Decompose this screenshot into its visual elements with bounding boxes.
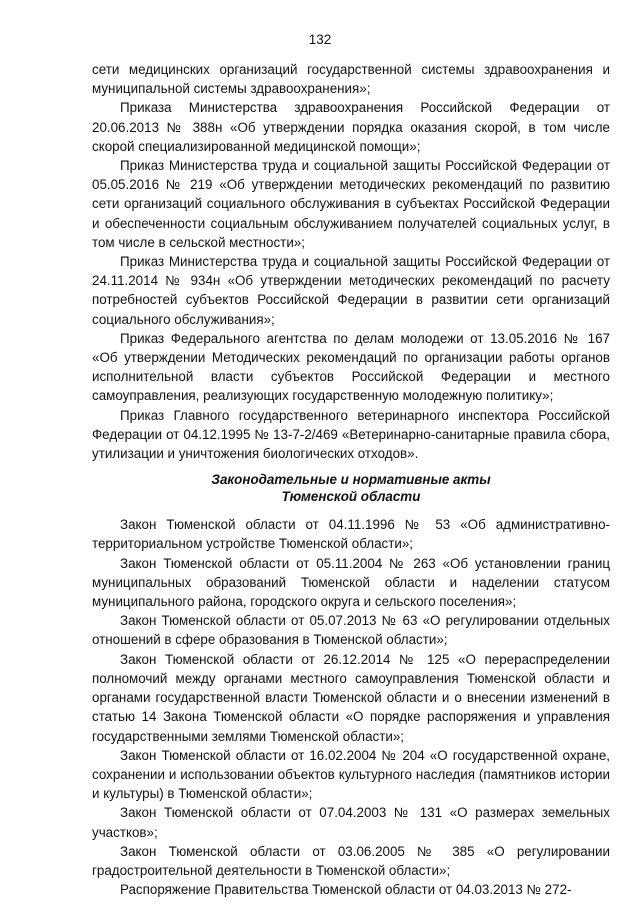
paragraph: Закон Тюменской области от 16.02.2004 № 204 «О государственной охране, сохранении и использовании объектов культурного наследия (памятников истории и культуры) в Тюменской области»;	[92, 747, 610, 802]
document-body	[92, 60, 610, 899]
paragraph: Приказ Министерства труда и социальной защиты Российской Федерации от 05.05.2016 № 219 «Об утверждении методических рекомендаций по развитию сети организаций социального обслуживания в субъектах Российской Федерации и обеспеченности социальным обслуживанием получателей социальных услуг, в том числе в сельской местности»;	[92, 158, 610, 250]
paragraph: Закон Тюменской области от 26.12.2014 № 125 «О перераспределении полномочий между органами местного самоуправления Тюменской области и органами государственной власти Тюменской области и о внесении изменений в статью 14 Закона Тюменской области «О порядке распоряжения и управления государственными землями Тюменской области»;	[92, 651, 610, 744]
paragraph: Распоряжение Правительства Тюменской области от 04.03.2013 № 272-	[120, 882, 572, 898]
section-heading	[92, 471, 610, 505]
paragraph: Закон Тюменской области от 05.11.2004 № 263 «Об установлении границ муниципальных образований Тюменской области и наделении статусом муниципального района, городского округа и сельского поселения»;	[92, 555, 610, 610]
paragraph: Закон Тюменской области от 03.06.2005 № 385 «О регулировании градостроительной деятельности в Тюменской области»;	[92, 843, 610, 878]
paragraph: Закон Тюменской области от 07.04.2003 № 131 «О размерах земельных участков»;	[92, 805, 610, 840]
paragraph: Приказ Министерства труда и социальной защиты Российской Федерации от 24.11.2014 № 934н «Об утверждении методических рекомендаций по расчету потребностей субъектов Российской Федерации в развитии сети организаций социального обслуживания»;	[92, 254, 610, 327]
section-heading-line: Законодательные и нормативные акты	[211, 472, 491, 488]
paragraph-continuation: сети медицинских организаций государственной системы здравоохранения и муниципальной системы здравоохранения»;	[92, 62, 610, 97]
paragraph: Закон Тюменской области от 04.11.1996 № 53 «Об административно-территориальном устройстве Тюменской области»;	[92, 517, 610, 552]
paragraph: Приказ Федерального агентства по делам молодежи от 13.05.2016 № 167 «Об утверждении Методических рекомендаций по организации работы органов исполнительной власти субъектов Российской Федерации и местного самоуправления, реализующих государственную молодежную политику»;	[92, 330, 610, 404]
paragraph: Приказа Министерства здравоохранения Российской Федерации от 20.06.2013 № 388н «Об утверждении порядка оказания скорой, в том числе скорой специализированной медицинской помощи»;	[92, 100, 610, 154]
section-heading-line: Тюменской области	[281, 489, 421, 505]
paragraph: Приказ Главного государственного ветеринарного инспектора Российской Федерации от 04.12.1995 № 13-7-2/469 «Ветеринарно-санитарные правила сбора, утилизации и уничтожения биологических отходов».	[92, 407, 610, 462]
paragraph: Закон Тюменской области от 05.07.2013 № 63 «О регулировании отдельных отношений в сфере образования в Тюменской области»;	[92, 613, 610, 648]
page-number: 132	[308, 32, 332, 47]
